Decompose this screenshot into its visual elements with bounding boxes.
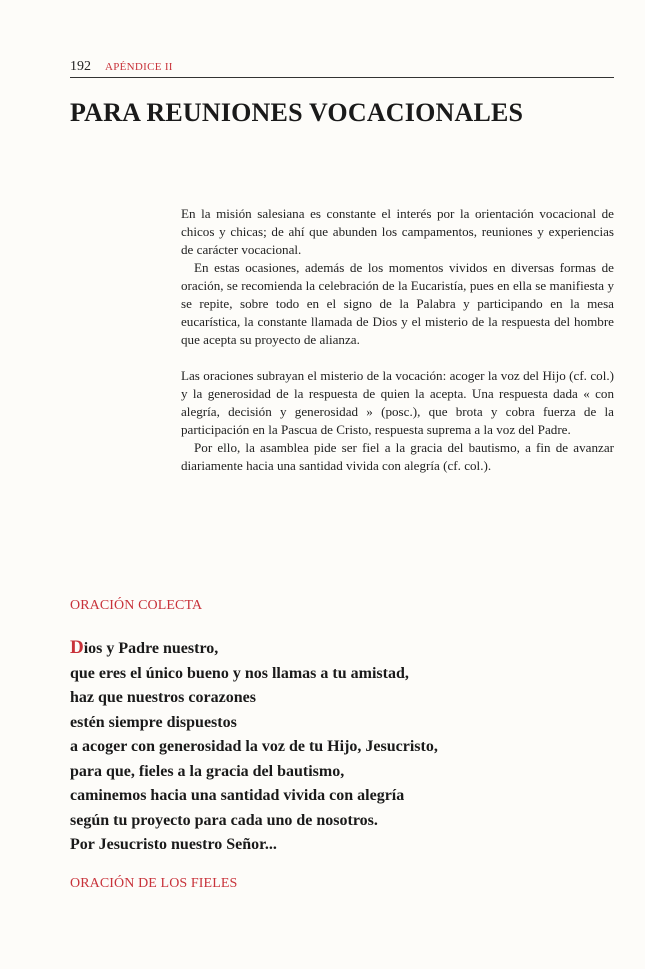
header-rule [70, 77, 614, 78]
prayer-line: Por Jesucristo nuestro Señor... [70, 836, 277, 853]
drop-initial: D [70, 637, 84, 658]
prayer-line: caminemos hacia una santidad vivida con alegría [70, 787, 405, 804]
colecta-prayer [70, 636, 630, 858]
intro-text [181, 205, 614, 475]
page-number: 192 [70, 59, 91, 74]
fieles-heading: ORACIÓN DE LOS FIELES [70, 876, 238, 891]
intro-paragraph: En la misión salesiana es constante el interés por la orientación vocacional de chicos y chicas; de ahí que abunden los campamentos, reuniones y experiencias de carácter vocacional. [181, 206, 614, 257]
running-header [70, 59, 614, 75]
prayer-line [70, 636, 630, 662]
intro-paragraph: Por ello, la asamblea pide ser fiel a la gracia del bautismo, a fin de avanzar diariamente hacia una santidad vivida con alegría (cf. col.). [181, 440, 614, 473]
colecta-heading: ORACIÓN COLECTA [70, 598, 203, 613]
prayer-line-text: ios y Padre nuestro, [83, 640, 219, 657]
prayer-line: haz que nuestros corazones [70, 689, 256, 706]
prayer-line: estén siempre dispuestos [70, 713, 237, 731]
page-title: PARA REUNIONES VOCACIONALES [70, 98, 524, 127]
prayer-line: según tu proyecto para cada uno de nosotros. [70, 811, 378, 829]
prayer-line: a acoger con generosidad la voz de tu Hijo, Jesucristo, [70, 738, 438, 755]
prayer-line: que eres el único bueno y nos llamas a tu amistad, [70, 664, 409, 682]
intro-paragraph: En estas ocasiones, además de los momentos vividos en diversas formas de oración, se recomienda la celebración de la Eucaristía, pues en ella se manifiesta y se repite, sobre todo en el signo de la Palabra y participando en la mesa eucarística, la constante llamada de Dios y el misterio de la respuesta del hombre que acepta su proyecto de alianza. [181, 260, 614, 347]
intro-paragraph: Las oraciones subrayan el misterio de la vocación: acoger la voz del Hijo (cf. col.) y la generosidad de la respuesta de quien la acepta. Una respuesta dada « con alegría, decisión y generosidad » (posc.), que brota y cobra fuerza de la participación en la Pascua de Cristo, respuesta suprema a la voz del Padre. [181, 368, 614, 437]
section-name: APÉNDICE II [105, 61, 173, 73]
prayer-line: para que, fieles a la gracia del bautismo, [70, 762, 345, 780]
